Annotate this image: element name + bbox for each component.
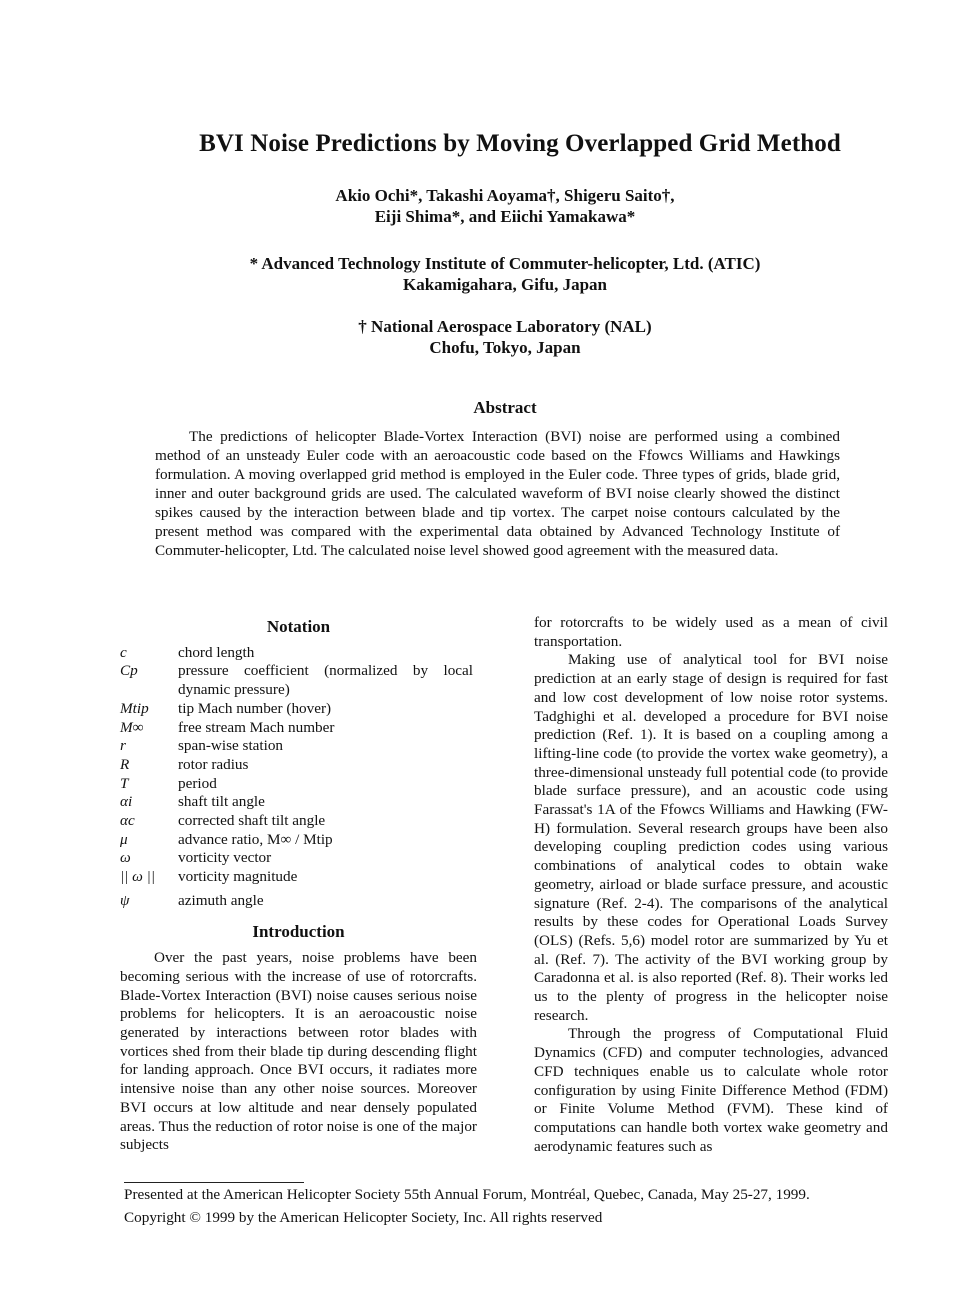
notation-definition: vorticity magnitude bbox=[178, 868, 298, 886]
notation-row bbox=[120, 719, 473, 738]
notation-row bbox=[120, 737, 473, 756]
notation-table bbox=[120, 644, 473, 911]
abstract-text: The predictions of helicopter Blade-Vortex Interaction (BVI) noise are performed using a combined method of an unsteady Euler code with an aeroacoustic code based on the Ffowcs Williams and Hawkings formulation. A moving overlapped grid method is employed in the Euler code. Three types of grids, blade grid, inner and outer background grids are used. The calculated waveform of BVI noise clearly showed the distinct spikes caused by the interaction between blade and tip vortex. The carpet noise contours calculated by the present method was compared with the experimental data obtained by Advanced Technology Institute of Commuter-helicopter, Ltd. The calculated noise level showed good agreement with the measured data. bbox=[155, 428, 840, 559]
intro-paragraph-1: Over the past years, noise problems have been becoming serious with the increase of use of rotorcrafts. Blade-Vortex Interaction (BVI) noise causes serious noise problems for helicopters. It is an aeroacoustic noise generated by interactions between rotor blades with vortices shed from their blade tip during descending flight for landing approach. Once BVI occurs, it radiates more intensive noise than any other noise sources. Moreover BVI occurs at low altitude and near densely populated areas. Thus the reduction of rotor noise is one of the major subjects bbox=[120, 949, 477, 1154]
notation-definition: chord length bbox=[178, 643, 255, 661]
introduction-heading: Introduction bbox=[252, 921, 345, 941]
affiliation-name: * Advanced Technology Institute of Commuter-helicopter, Ltd. (ATIC) bbox=[249, 254, 761, 273]
left-column bbox=[120, 618, 477, 1155]
notation-row bbox=[120, 644, 473, 663]
notation-symbol: c bbox=[120, 643, 127, 661]
notation-symbol: || ω || bbox=[120, 868, 156, 886]
notation-symbol: ψ bbox=[120, 891, 130, 909]
notation-row bbox=[120, 887, 473, 911]
notation-row bbox=[120, 662, 473, 699]
notation-symbol: r bbox=[120, 737, 126, 755]
notation-definition: span-wise station bbox=[178, 737, 284, 755]
intro-paragraph-3: Through the progress of Computational Fluid Dynamics (CFD) and computer technologies, advanced CFD techniques enable us to calculate whole rotor configuration by using Finite Difference Method (FDM) or Finite Volume Method (FVM). These kind of computations can handle both vortex wake geometry and aerodynamic features such as bbox=[534, 1025, 888, 1155]
notation-definition: pressure coefficient (normalized by local dynamic pressure) bbox=[178, 662, 473, 699]
affiliation-atic bbox=[0, 253, 970, 295]
copyright-note: Copyright © 1999 by the American Helicopter Society, Inc. All rights reserved bbox=[124, 1209, 603, 1226]
affiliation-name: † National Aerospace Laboratory (NAL) bbox=[358, 317, 652, 336]
author-list bbox=[0, 185, 970, 227]
notation-symbol: αc bbox=[120, 812, 135, 830]
notation-row bbox=[120, 793, 473, 812]
notation-row bbox=[120, 812, 473, 831]
notation-definition: corrected shaft tilt angle bbox=[178, 812, 326, 830]
abstract-heading: Abstract bbox=[473, 398, 537, 417]
notation-symbol: Mtip bbox=[120, 699, 149, 717]
notation-row bbox=[120, 756, 473, 775]
notation-symbol: ω bbox=[120, 849, 131, 867]
author-line-2: Eiji Shima*, and Eiichi Yamakawa* bbox=[374, 207, 636, 226]
intro-continuation: for rotorcrafts to be widely used as a mean of civil transportation. bbox=[534, 614, 888, 650]
affiliation-location: Kakamigahara, Gifu, Japan bbox=[402, 275, 608, 294]
notation-row bbox=[120, 868, 473, 887]
paper-title: BVI Noise Predictions by Moving Overlapped Grid Method bbox=[199, 130, 841, 157]
notation-symbol: R bbox=[120, 755, 130, 773]
notation-symbol: M∞ bbox=[120, 718, 144, 736]
presented-note: Presented at the American Helicopter Society 55th Annual Forum, Montréal, Quebec, Canada, May 25-27, 1999. bbox=[124, 1186, 810, 1203]
notation-definition: vorticity vector bbox=[178, 849, 272, 867]
notation-row bbox=[120, 849, 473, 868]
notation-row bbox=[120, 775, 473, 794]
notation-definition: azimuth angle bbox=[178, 891, 264, 909]
affiliation-nal bbox=[0, 316, 970, 358]
notation-definition: shaft tilt angle bbox=[178, 793, 265, 811]
author-line-1: Akio Ochi*, Takashi Aoyama†, Shigeru Saito†, bbox=[335, 186, 675, 205]
notation-symbol: Cp bbox=[120, 662, 138, 680]
notation-definition: free stream Mach number bbox=[178, 718, 335, 736]
notation-row bbox=[120, 831, 473, 850]
notation-definition: rotor radius bbox=[178, 755, 249, 773]
footnote-rule bbox=[124, 1182, 304, 1183]
intro-paragraph-2: Making use of analytical tool for BVI noise prediction at an early stage of design is required for fast and low cost development of low noise rotor systems. Tadghighi et al. developed a procedure for BVI noise prediction (Ref. 1). It is based on a coupling among a lifting-line code (to provide the vortex wake geometry), a three-dimensional unsteady full potential code (to provide blade surface pressure), and an acoustic code using Farassat's 1A of the Ffowcs Williams and Hawking (FW-H) formulation. Several research groups have been also developing coupling prediction codes using various combinations of analytical codes to obtain wake geometry, airload or blade surface pressure, and acoustic signature (Ref. 2-4). The comparisons of the analytical results by these codes for Operational Loads Survey (OLS) (Refs. 5,6) model rotor are summarized by Yu et al. (Ref. 7). The activity of the BVI working group by Caradonna et al. is also reported (Ref. 8). Their works led us to the plenty of progress in the helicopter noise research. bbox=[534, 651, 888, 1024]
notation-symbol: μ bbox=[120, 830, 128, 848]
notation-definition: period bbox=[178, 774, 217, 792]
notation-symbol: αi bbox=[120, 793, 133, 811]
affiliation-location: Chofu, Tokyo, Japan bbox=[429, 338, 581, 357]
notation-heading: Notation bbox=[266, 617, 331, 636]
right-column bbox=[534, 614, 888, 1156]
notation-symbol: T bbox=[120, 774, 129, 792]
notation-row bbox=[120, 700, 473, 719]
notation-definition: tip Mach number (hover) bbox=[178, 699, 332, 717]
notation-definition: advance ratio, M∞ / Mtip bbox=[178, 830, 333, 848]
